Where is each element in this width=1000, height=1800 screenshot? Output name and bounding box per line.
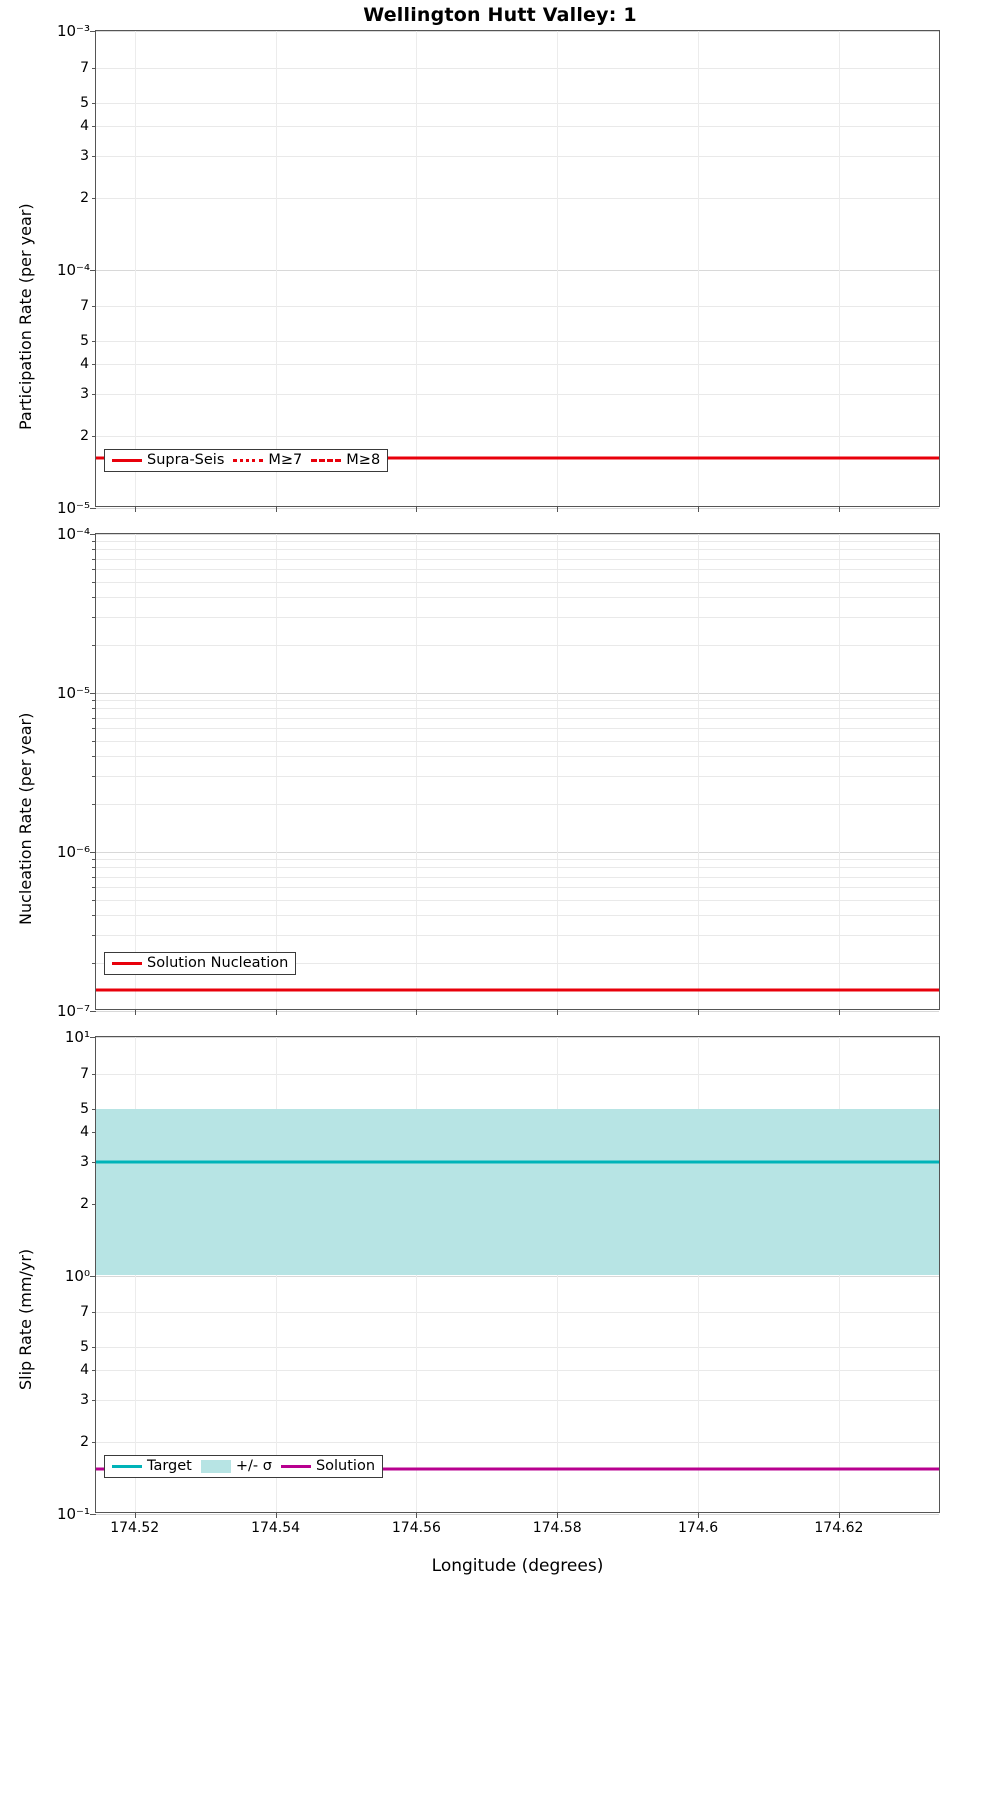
- x-tick-mark: [698, 1009, 699, 1015]
- y-tick-label: 10¹: [64, 1028, 90, 1046]
- x-tick-mark: [416, 1009, 417, 1015]
- legend-label: Solution: [315, 1458, 376, 1474]
- x-tick-label: 174.62: [814, 1520, 864, 1536]
- participation-rate-plot-area: [56, 22, 939, 517]
- legend-swatch: [201, 1460, 231, 1473]
- uncertainty-band: [96, 1109, 939, 1276]
- x-tick-mark: [839, 506, 840, 512]
- grid-line: [96, 559, 939, 560]
- x-tick-mark: [839, 1009, 840, 1015]
- legend-item: [112, 956, 288, 971]
- y-tick-mark: [92, 900, 96, 901]
- grid-line: [96, 708, 939, 709]
- legend-item: [281, 1459, 375, 1474]
- grid-line: [96, 645, 939, 646]
- legend-item: [112, 453, 224, 468]
- grid-line: [96, 859, 939, 860]
- grid-line: [96, 1276, 939, 1277]
- grid-line: [96, 341, 939, 342]
- y-tick-mark: [92, 582, 96, 583]
- x-tick-mark: [276, 1009, 277, 1015]
- grid-line: [96, 31, 939, 32]
- grid-line: [96, 728, 939, 729]
- x-tick-label: 174.54: [251, 1520, 301, 1536]
- grid-line-vertical: [276, 31, 277, 506]
- grid-line: [96, 700, 939, 701]
- grid-line: [96, 756, 939, 757]
- legend-label: M≥8: [346, 452, 381, 468]
- x-tick-mark: [276, 506, 277, 512]
- grid-line: [96, 877, 939, 878]
- chart-legend[interactable]: [104, 449, 388, 472]
- grid-line: [96, 126, 939, 127]
- grid-line: [96, 852, 939, 853]
- legend-label: Target: [147, 1458, 192, 1474]
- grid-line: [96, 887, 939, 888]
- chart-legend[interactable]: [104, 1455, 383, 1478]
- y-tick-label: 7: [80, 59, 89, 76]
- y-tick-mark: [92, 859, 96, 860]
- x-tick-mark: [557, 506, 558, 512]
- y-tick-label: 4: [80, 356, 89, 373]
- grid-line: [96, 1370, 939, 1371]
- grid-line: [96, 1074, 939, 1075]
- y-tick-mark: [92, 728, 96, 729]
- legend-item: [201, 1459, 272, 1474]
- nucleation-rate-y-axis-label: Nucleation Rate (per year): [16, 712, 35, 925]
- y-tick-mark: [92, 756, 96, 757]
- x-tick-label: 174.58: [532, 1520, 582, 1536]
- y-tick-label: 5: [80, 333, 89, 350]
- grid-line-vertical: [698, 534, 699, 1009]
- grid-line: [96, 534, 939, 535]
- grid-line-vertical: [135, 534, 136, 1009]
- grid-line: [96, 1347, 939, 1348]
- y-tick-label: 4: [80, 117, 89, 134]
- grid-line: [96, 582, 939, 583]
- grid-line: [96, 1442, 939, 1443]
- y-tick-label: 7: [80, 1304, 89, 1321]
- series-line: [96, 989, 939, 992]
- grid-line: [96, 549, 939, 550]
- grid-line: [96, 915, 939, 916]
- x-tick-label: 174.56: [391, 1520, 441, 1536]
- series-line: [96, 1160, 939, 1163]
- grid-line: [96, 804, 939, 805]
- legend-swatch: [112, 962, 142, 965]
- grid-line: [96, 1037, 939, 1038]
- y-tick-mark: [92, 700, 96, 701]
- grid-line: [96, 306, 939, 307]
- y-tick-label: 2: [80, 1434, 89, 1451]
- participation-rate-panel: [56, 22, 940, 517]
- x-tick-mark: [416, 506, 417, 512]
- grid-line: [96, 103, 939, 104]
- grid-line-vertical: [416, 534, 417, 1009]
- y-tick-label: 5: [80, 94, 89, 111]
- y-tick-label: 10⁻⁵: [56, 499, 90, 517]
- y-tick-mark: [92, 935, 96, 936]
- y-tick-mark: [92, 915, 96, 916]
- y-tick-mark: [92, 867, 96, 868]
- grid-line: [96, 1514, 939, 1515]
- chart-legend[interactable]: [104, 952, 296, 975]
- grid-line: [96, 198, 939, 199]
- grid-line: [96, 508, 939, 509]
- grid-line: [96, 718, 939, 719]
- y-tick-mark: [92, 887, 96, 888]
- y-tick-label: 4: [80, 1123, 89, 1140]
- grid-line-vertical: [557, 31, 558, 506]
- y-tick-mark: [92, 804, 96, 805]
- y-tick-label: 7: [80, 1065, 89, 1082]
- y-tick-label: 3: [80, 1392, 89, 1409]
- grid-line: [96, 741, 939, 742]
- grid-line: [96, 569, 939, 570]
- grid-line: [96, 693, 939, 694]
- y-tick-label: 10⁻⁵: [56, 683, 90, 702]
- y-tick-mark: [92, 718, 96, 719]
- grid-line: [96, 394, 939, 395]
- y-tick-label: 10⁰: [64, 1266, 90, 1285]
- figure-title: Wellington Hutt Valley: 1: [363, 4, 637, 26]
- legend-item: [233, 453, 302, 468]
- grid-line: [96, 436, 939, 437]
- y-tick-label: 2: [80, 428, 89, 445]
- slip-rate-panel: [56, 1028, 940, 1536]
- grid-line: [96, 156, 939, 157]
- x-tick-mark: [135, 1009, 136, 1015]
- x-tick-mark: [698, 506, 699, 512]
- grid-line-vertical: [557, 534, 558, 1009]
- y-tick-label: 7: [80, 298, 89, 315]
- legend-swatch: [311, 459, 341, 462]
- y-tick-mark: [92, 559, 96, 560]
- y-tick-label: 10⁻⁴: [56, 260, 90, 279]
- grid-line: [96, 1312, 939, 1313]
- legend-label: +/- σ: [235, 1458, 272, 1474]
- grid-line-vertical: [416, 31, 417, 506]
- slip-rate-plot-area: [56, 1028, 939, 1536]
- grid-line-vertical: [839, 534, 840, 1009]
- y-tick-label: 10⁻⁴: [56, 525, 90, 543]
- x-tick-label: 174.52: [110, 1520, 160, 1536]
- y-tick-label: 3: [80, 1153, 89, 1170]
- grid-line: [96, 68, 939, 69]
- grid-line: [96, 270, 939, 271]
- y-tick-label: 3: [80, 147, 89, 164]
- y-tick-label: 5: [80, 1100, 89, 1117]
- y-tick-label: 10⁻⁷: [56, 1002, 90, 1020]
- legend-swatch: [112, 459, 142, 462]
- grid-line-vertical: [276, 534, 277, 1009]
- legend-swatch: [233, 459, 263, 462]
- nucleation-rate-plot-area: [56, 525, 939, 1020]
- grid-line: [96, 776, 939, 777]
- y-tick-label: 3: [80, 386, 89, 403]
- legend-label: Supra-Seis: [147, 452, 225, 468]
- y-tick-label: 10⁻⁶: [56, 843, 90, 862]
- y-tick-label: 10⁻³: [56, 22, 90, 40]
- y-tick-label: 2: [80, 1195, 89, 1212]
- grid-line: [96, 541, 939, 542]
- y-tick-mark: [92, 963, 96, 964]
- y-tick-mark: [92, 776, 96, 777]
- legend-item: [112, 1459, 192, 1474]
- grid-line: [96, 867, 939, 868]
- y-tick-mark: [92, 597, 96, 598]
- legend-swatch: [281, 1465, 311, 1468]
- grid-line: [96, 935, 939, 936]
- y-tick-label: 5: [80, 1339, 89, 1356]
- grid-line-vertical: [839, 31, 840, 506]
- y-tick-mark: [92, 741, 96, 742]
- grid-line-vertical: [698, 31, 699, 506]
- slip-rate-y-axis-label: Slip Rate (mm/yr): [16, 1248, 35, 1390]
- legend-item: [311, 453, 380, 468]
- y-tick-mark: [92, 877, 96, 878]
- y-tick-mark: [92, 549, 96, 550]
- x-axis-label: Longitude (degrees): [431, 1556, 604, 1576]
- y-tick-label: 4: [80, 1362, 89, 1379]
- grid-line: [96, 364, 939, 365]
- grid-line: [96, 617, 939, 618]
- grid-line: [96, 900, 939, 901]
- y-tick-mark: [92, 541, 96, 542]
- legend-label: M≥7: [268, 452, 303, 468]
- x-tick-mark: [135, 506, 136, 512]
- y-tick-mark: [92, 708, 96, 709]
- y-tick-mark: [92, 617, 96, 618]
- participation-rate-y-axis-label: Participation Rate (per year): [16, 203, 35, 430]
- legend-label: Solution Nucleation: [147, 955, 289, 971]
- grid-line-vertical: [135, 31, 136, 506]
- grid-line: [96, 597, 939, 598]
- y-tick-mark: [92, 569, 96, 570]
- x-tick-mark: [557, 1009, 558, 1015]
- grid-line: [96, 1011, 939, 1012]
- y-tick-label: 10⁻¹: [56, 1505, 90, 1523]
- x-tick-label: 174.6: [678, 1520, 719, 1536]
- grid-line: [96, 1400, 939, 1401]
- nucleation-rate-panel: [56, 525, 940, 1020]
- legend-swatch: [112, 1465, 142, 1468]
- y-tick-label: 2: [80, 189, 89, 206]
- y-tick-mark: [92, 645, 96, 646]
